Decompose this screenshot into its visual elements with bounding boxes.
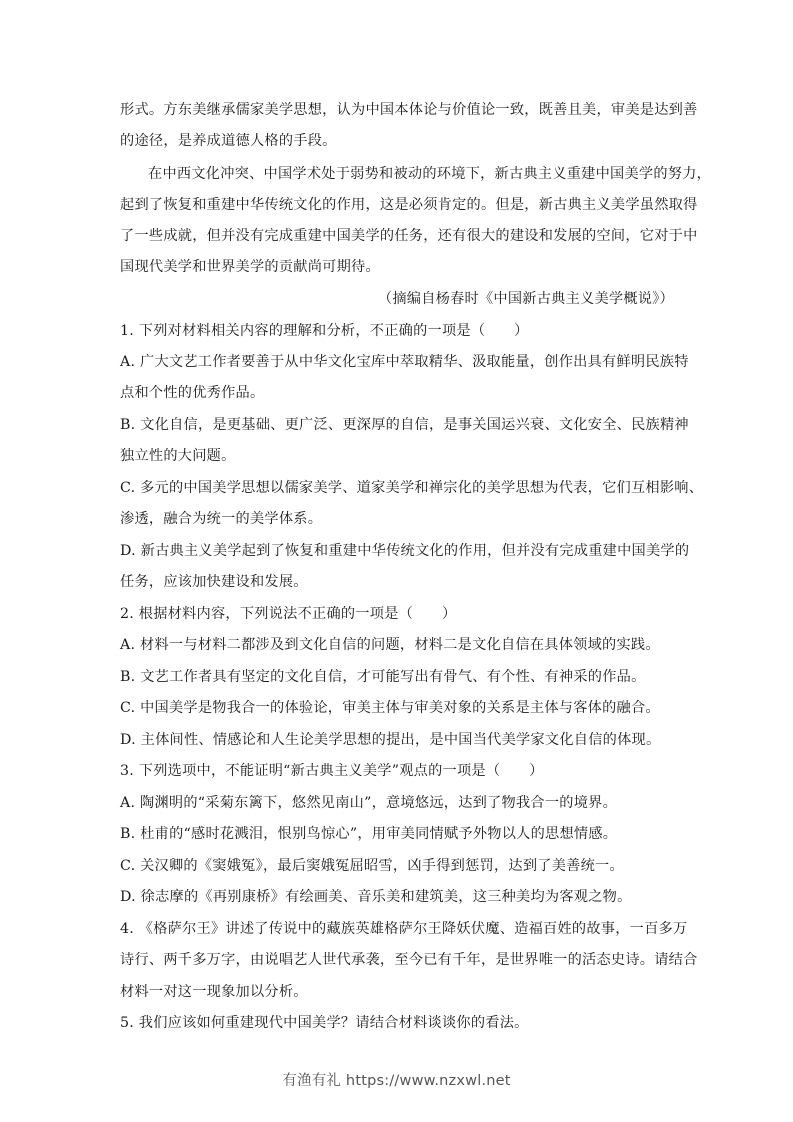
question-4-stem-cont: 材料一对这一现象加以分析。	[120, 984, 308, 1000]
question-4-stem-cont: 诗行、两千多万字，由说唱艺人世代承袭，至今已有千年，是世界唯一的活态史诗。请结合	[120, 952, 698, 968]
question-2-stem: 2. 根据材料内容，下列说法不正确的一项是（ ）	[120, 606, 457, 622]
question-1-option-c-cont: 渗透，融合为统一的美学体系。	[120, 511, 323, 527]
question-1-option-a-cont: 点和个性的优秀作品。	[120, 385, 265, 401]
question-5-stem: 5. 我们应该如何重建现代中国美学？请结合材料谈谈你的看法。	[120, 1015, 529, 1031]
question-3-option-b: B. 杜甫的“感时花溅泪，恨别鸟惊心”，用审美同情赋予外物以人的思想情感。	[120, 826, 618, 842]
paragraph-line: 形式。方东美继承儒家美学思想，认为中国本体论与价值论一致，既善且美，审美是达到善	[120, 102, 698, 118]
page-footer-watermark: 有渔有礼 https://www.nzxwl.net	[282, 1073, 511, 1089]
question-3-option-a: A. 陶渊明的“采菊东篱下，悠然见南山”，意境悠远，达到了物我合一的境界。	[120, 795, 618, 811]
question-1-option-b: B. 文化自信，是更基础、更广泛、更深厚的自信，是事关国运兴衰、文化安全、民族精神	[120, 417, 689, 433]
question-2-option-c: C. 中国美学是物我合一的体验论，审美主体与审美对象的关系是主体与客体的融合。	[120, 700, 660, 716]
question-2-option-d: D. 主体间性、情感论和人生论美学思想的提出，是中国当代美学家文化自信的体现。	[120, 732, 661, 748]
question-3-stem: 3. 下列选项中，不能证明“新古典主义美学”观点的一项是（ ）	[120, 763, 544, 779]
paragraph-line: 的途径，是养成道德人格的手段。	[120, 133, 337, 149]
question-4-stem: 4. 《格萨尔王》讲述了传说中的藏族英雄格萨尔王降妖伏魔、造福百姓的故事，一百多万	[120, 921, 688, 937]
paragraph-line: 在中西文化冲突、中国学术处于弱势和被动的环境下，新古典主义重建中国美学的努力，	[148, 166, 712, 182]
paragraph-line: 国现代美学和世界美学的贡献尚可期待。	[120, 259, 380, 275]
question-1-option-a: A. 广大文艺工作者要善于从中华文化宝库中萃取精华、汲取能量，创作出具有鲜明民族特	[120, 354, 689, 370]
paragraph-line: 了一些成就，但并没有完成重建中国美学的任务，还有很大的建设和发展的空间，它对于中	[120, 228, 698, 244]
source-citation: （摘编自杨春时《中国新古典主义美学概说》）	[377, 291, 674, 307]
question-1-option-d-cont: 任务，应该加快建设和发展。	[120, 574, 308, 590]
question-1-option-d: D. 新古典主义美学起到了恢复和重建中华传统文化的作用，但并没有完成重建中国美学的	[120, 543, 690, 559]
question-3-option-c: C. 关汉卿的《窦娥冤》，最后窦娥冤屈昭雪，凶手得到惩罚，达到了美善统一。	[120, 858, 624, 874]
question-1-stem: 1. 下列对材料相关内容的理解和分析，不正确的一项是（ ）	[120, 323, 529, 339]
question-1-option-c: C. 多元的中国美学思想以儒家美学、道家美学和禅宗化的美学思想为代表，它们互相影响、	[120, 480, 704, 496]
question-2-option-b: B. 文艺工作者具有坚定的文化自信，才可能写出有骨气、有个性、有神采的作品。	[120, 669, 646, 685]
question-2-option-a: A. 材料一与材料二都涉及到文化自信的问题，材料二是文化自信在具体领域的实践。	[120, 637, 660, 653]
paragraph-line: 起到了恢复和重建中华传统文化的作用，这是必须肯定的。但是，新古典主义美学虽然取得	[120, 197, 698, 213]
question-1-option-b-cont: 独立性的大问题。	[120, 448, 236, 464]
question-3-option-d: D. 徐志摩的《再别康桥》有绘画美、音乐美和建筑美，这三种美均为客观之物。	[120, 889, 632, 905]
